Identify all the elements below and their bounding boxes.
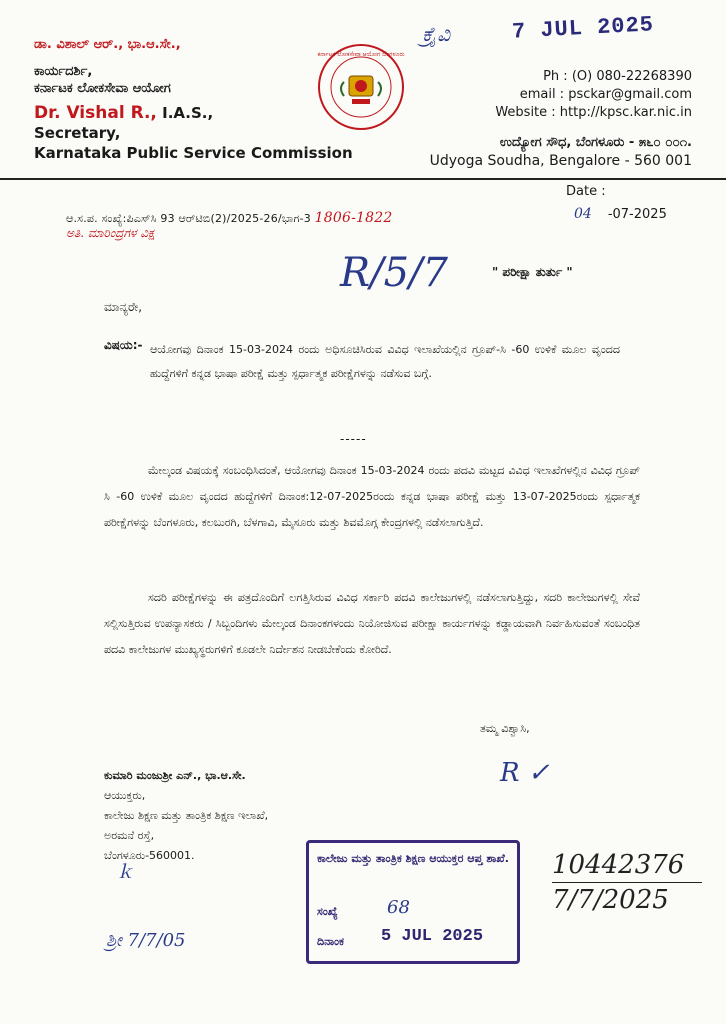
name-english: Dr. Vishal R.,: [34, 103, 157, 123]
letterhead-left: [34, 36, 353, 163]
salutation: ಮಾನ್ಯರೇ,: [104, 300, 143, 314]
addressee-line4: ಬೆಂಗಳೂರು-560001.: [104, 849, 195, 862]
reference-sub-handwritten: ಅತಿ. ಮಾರಿಂದ್ರಗಳ ವಿಕ್ಷ: [66, 226, 155, 240]
stamp-date-value: 5 JUL 2025: [381, 927, 484, 946]
office-receipt-stamp: [306, 840, 520, 964]
reference-number: ಆ.ಸ.ಪ. ಸಂಖ್ಯೆ:ಪಿಎಸ್‌ಸಿ 93 ಆರ್‌ಟಿಬಿ(2)/2025-26/ಭಾಗ-3: [66, 212, 311, 225]
urgent-note: " ಪರೀಕ್ಷಾ ತುರ್ತು ": [492, 265, 573, 279]
addressee-line2: ಕಾಲೇಜು ಶಿಕ್ಷಣ ಮತ್ತು ತಾಂತ್ರಿಕ ಶಿಕ್ಷಣ ಇಲಾಖೆ,: [104, 809, 269, 822]
kpsc-seal-emblem: [316, 42, 406, 132]
designation-english: Secretary,: [34, 124, 121, 142]
signature: R ✓: [500, 758, 550, 788]
addressee-line3: ಅರಮನೆ ರಸ್ತೆ,: [104, 829, 155, 842]
website: Website : http://kpsc.kar.nic.in: [495, 105, 692, 120]
body-paragraph-1: ಮೇಲ್ಕಂಡ ವಿಷಯಕ್ಕೆ ಸಂಬಂಧಿಸಿದಂತೆ, ಆಯೋಗವು ದಿನಾಂಕ 15-03-2024 ರಂದು ಪದವಿ ಮಟ್ಟದ ವಿವಿಧ ಇಲಾಖೆಗಳಲ್ಲಿನ ವಿವಿಧ ಗ್ರೂಪ್ ಸಿ -60 ಉಳಿಕೆ ಮೂಲ ವೃಂದದ ಹುದ್ದೆಗಳಿಗೆ ದಿನಾಂಕ:12-07-2025ರಂದು ಕನ್ನಡ ಭಾಷಾ ಪರೀಕ್ಷೆ ಮತ್ತು 13-07-2025ರಂದು ಸ್ಪರ್ಧಾತ್ಮಕ ಪರೀಕ್ಷೆಗಳನ್ನು ಬೆಂಗಳೂರು, ಕಲಬುರಗಿ, ಬೆಳಗಾವಿ, ಮೈಸೂರು ಮತ್ತು ಶಿವಮೊಗ್ಗ ಕೇಂದ್ರಗಳಲ್ಲಿ ನಡೆಸಲಾಗುತ್ತಿದೆ.: [104, 464, 640, 529]
inward-number: 10442376: [552, 850, 685, 880]
handwritten-initial-mark: R/5/7: [340, 250, 448, 296]
date-value: [574, 206, 667, 222]
received-date-stamp: 7 JUL 2025: [511, 12, 655, 45]
subject-label: ವಿಷಯ:-: [104, 338, 143, 352]
inward-register-note: [552, 848, 702, 917]
date-month-year: -07-2025: [607, 207, 667, 222]
phone: Ph : (O) 080-22268390: [543, 69, 692, 84]
address-english: Udyoga Soudha, Bengalore - 560 001: [429, 153, 692, 169]
letterhead-right: [430, 68, 692, 170]
acknowledgement-initials: ಶ್ರೀ 7/7/05: [106, 930, 186, 951]
org-english: Karnataka Public Service Commission: [34, 144, 353, 162]
email: email : psckar@gmail.com: [519, 87, 692, 102]
addressee-name: ಕುಮಾರಿ ಮಂಜುಶ್ರೀ ಎನ್., ಭಾ.ಆ.ಸೇ.: [104, 769, 246, 782]
closing: ತಮ್ಮ ವಿಶ್ವಾಸಿ,: [480, 722, 530, 735]
inward-date: 7/7/2025: [552, 885, 669, 915]
stamp-date-label: ದಿನಾಂಕ: [317, 935, 344, 948]
addressee-line1: ಆಯುಕ್ತರು,: [104, 789, 146, 802]
handwritten-mark: ｋ: [116, 862, 134, 883]
subject-text: ಆಯೋಗವು ದಿನಾಂಕ 15-03-2024 ರಂದು ಅಧಿಸೂಚಿಸಿರುವ ವಿವಿಧ ಇಲಾಖೆಯಲ್ಲಿನ ಗ್ರೂಪ್-ಸಿ -60 ಉಳಿಕೆ ಮೂಲ ವೃಂದದ ಹುದ್ದೆಗಳಿಗೆ ಕನ್ನಡ ಭಾಷಾ ಪರೀಕ್ಷೆ ಮತ್ತು ಸ್ಪರ್ಧಾತ್ಮಕ ಪರೀಕ್ಷೆಗಳನ್ನು ನಡೆಸುವ ಬಗ್ಗೆ.: [150, 343, 620, 380]
header-divider: [0, 178, 726, 180]
reference-handwritten: 1806-1822: [314, 210, 393, 226]
stamp-number-label: ಸಂಖ್ಯೆ: [317, 905, 338, 918]
addressee-block: [104, 766, 268, 866]
reference-line: [66, 210, 392, 226]
name-kannada: ಡಾ. ವಿಶಾಲ್ ಆರ್., ಭಾ.ಆ.ಸೇ.,: [34, 37, 181, 52]
stamp-title: ಕಾಲೇಜು ಮತ್ತು ತಾಂತ್ರಿಕ ಶಿಕ್ಷಣ ಆಯುಕ್ತರ ಆಪ್ತ ಶಾಖೆ.: [317, 852, 509, 865]
org-kannada: ಕರ್ನಾಟಕ ಲೋಕಸೇವಾ ಆಯೋಗ: [34, 81, 171, 96]
name-suffix: I.A.S.,: [156, 104, 214, 122]
date-day-handwritten: 04: [574, 206, 592, 222]
name-english-line: [34, 103, 353, 123]
stamp-number-value: 68: [387, 897, 410, 918]
date-label: Date :: [566, 184, 606, 199]
designation-kannada: ಕಾರ್ಯದರ್ಶಿ,: [34, 64, 93, 79]
seal-text: ಕರ್ನಾಟಕ ಲೋಕಸೇವಾ ಆಯೋಗ ಬೆಂಗಳೂರು: [317, 51, 405, 58]
section-divider: -----: [340, 432, 367, 446]
address-kannada: ಉದ್ಯೋಗ ಸೌಧ, ಬೆಂಗಳೂರು - ೫೬೦ ೦೦೧.: [499, 135, 692, 150]
body-paragraph-2: ಸದರಿ ಪರೀಕ್ಷೆಗಳನ್ನು ಈ ಪತ್ರದೊಂದಿಗೆ ಲಗತ್ತಿಸಿರುವ ವಿವಿಧ ಸರ್ಕಾರಿ ಪದವಿ ಕಾಲೇಜುಗಳಲ್ಲಿ ನಡೆಸಲಾಗುತ್ತಿದ್ದು, ಸದರಿ ಕಾಲೇಜುಗಳಲ್ಲಿ ಸೇವೆ ಸಲ್ಲಿಸುತ್ತಿರುವ ಉಪನ್ಯಾಸಕರು / ಸಿಬ್ಬಂದಿಗಳು ಮೇಲ್ಕಂಡ ದಿನಾಂಕಗಳಂದು ನಿಯೋಜಿಸುವ ಪರೀಕ್ಷಾ ಕಾರ್ಯಗಳನ್ನು ಕಡ್ಡಾಯವಾಗಿ ನಿರ್ವಹಿಸುವಂತೆ ಸಂಬಂಧಿತ ಪದವಿ ಕಾಲೇಜುಗಳ ಮುಖ್ಯಸ್ಥರುಗಳಿಗೆ ಕೂಡಲೇ ನಿರ್ದೇಶನ ನೀಡಬೇಕೆಂದು ಕೋರಿದೆ.: [104, 591, 640, 656]
initials-handwritten: ಕ್ರೈವಿ: [422, 22, 451, 46]
